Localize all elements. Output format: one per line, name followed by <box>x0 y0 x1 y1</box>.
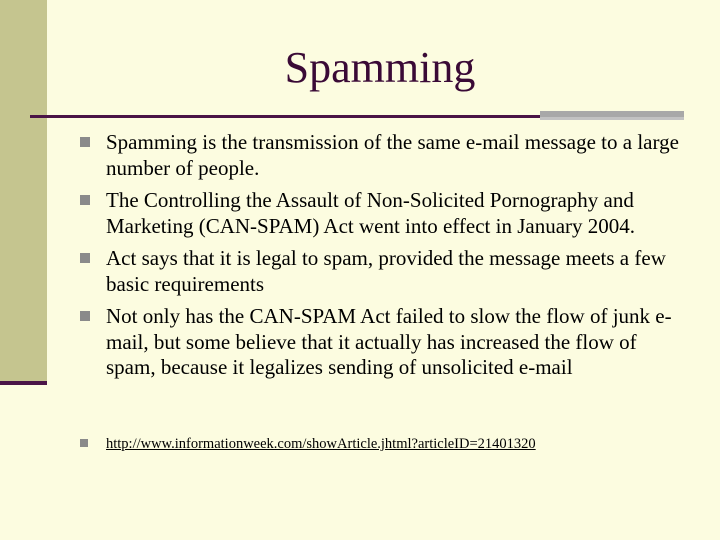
title-divider <box>30 115 544 118</box>
sidebar-accent-line <box>0 381 47 385</box>
bullet-text: Spamming is the transmission of the same e-mail message to a large number of people. <box>106 130 679 180</box>
bullet-item <box>80 130 690 181</box>
bullet-text: Act says that it is legal to spam, provided the message meets a few basic requirements <box>106 246 666 296</box>
bullet-text: Not only has the CAN-SPAM Act failed to slow the flow of junk e-mail, but some believe that it actually has increased the flow of spam, because it legalizes sending of unsolicited e-mail <box>106 304 672 379</box>
square-bullet-icon <box>80 311 90 321</box>
reference-link-item <box>80 435 690 453</box>
bullet-text: The Controlling the Assault of Non-Solicited Pornography and Marketing (CAN-SPAM) Act went into effect in January 2004. <box>106 188 636 238</box>
sidebar-decoration <box>0 0 47 382</box>
slide-title: Spamming <box>284 43 476 92</box>
bullet-item <box>80 304 690 381</box>
square-bullet-icon <box>80 439 88 447</box>
square-bullet-icon <box>80 253 90 263</box>
square-bullet-icon <box>80 195 90 205</box>
bullet-item <box>80 246 690 297</box>
square-bullet-icon <box>80 137 90 147</box>
reference-link[interactable]: http://www.informationweek.com/showArticle.jhtml?articleID=21401320 <box>106 436 536 452</box>
title-divider-grey-shadow <box>540 117 684 120</box>
bullet-list <box>80 130 690 388</box>
bullet-item <box>80 188 690 239</box>
